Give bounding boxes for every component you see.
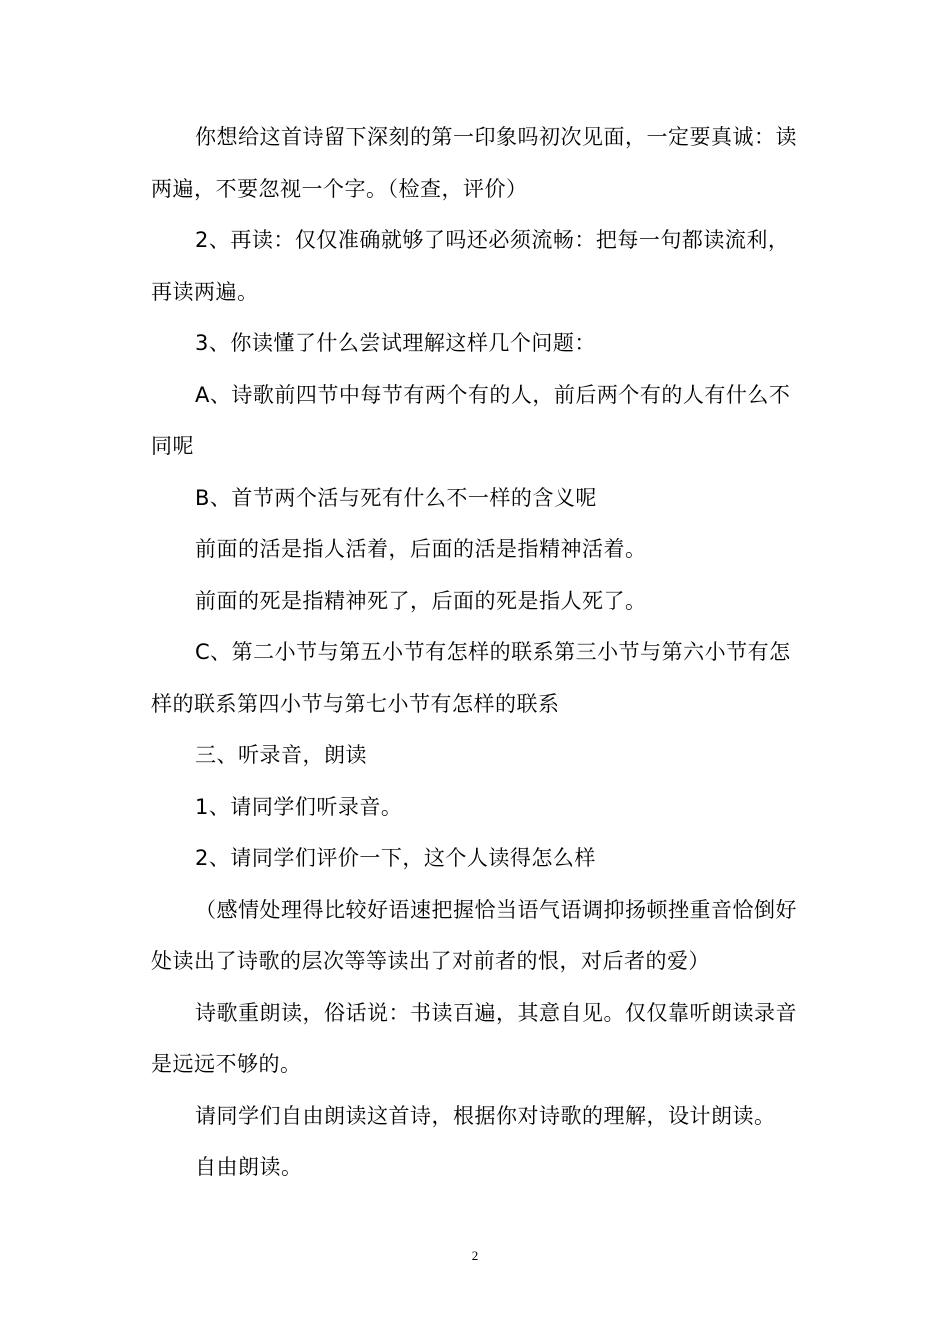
paragraph: C、第二小节与第五小节有怎样的联系第三小节与第六小节有怎样的联系第四小节与第七小节有怎样的联系 xyxy=(151,640,791,716)
page-number: 2 xyxy=(471,1248,479,1263)
paragraph: B、首节两个活与死有什么不一样的含义呢 xyxy=(195,485,597,510)
paragraph: 诗歌重朗读，俗话说：书读百遍，其意自见。仅仅靠听朗读录音是远远不够的。 xyxy=(151,1000,797,1076)
section-heading: 三、听录音，朗读 xyxy=(195,743,367,767)
paragraph: 1、请同学们听录音。 xyxy=(195,794,403,819)
paragraph: A、诗歌前四节中每节有两个有的人，前后两个有的人有什么不同呢 xyxy=(151,382,791,458)
paragraph: 3、你读懂了什么尝试理解这样几个问题： xyxy=(195,331,596,355)
paragraph: 前面的活是指人活着，后面的活是指精神活着。 xyxy=(195,537,647,561)
paragraph: （感情处理得比较好语速把握恰当语气语调抑扬顿挫重音恰倒好处读出了诗歌的层次等等读出了对前者的恨，对后者的爱） xyxy=(151,897,797,973)
paragraph: 2、请同学们评价一下，这个人读得怎么样 xyxy=(195,846,596,870)
paragraph: 前面的死是指精神死了，后面的死是指人死了。 xyxy=(195,588,647,613)
paragraph: 你想给这首诗留下深刻的第一印象吗初次见面，一定要真诚：读两遍，不要忽视一个字。（检查，评价） xyxy=(151,125,797,201)
paragraph: 请同学们自由朗读这首诗，根据你对诗歌的理解，设计朗读。 xyxy=(195,1103,776,1128)
document-body xyxy=(151,112,803,1194)
paragraph: 自由朗读。 xyxy=(195,1155,303,1179)
paragraph: 2、再读：仅仅准确就够了吗还必须流畅：把每一句都读流利，再读两遍。 xyxy=(151,228,790,304)
